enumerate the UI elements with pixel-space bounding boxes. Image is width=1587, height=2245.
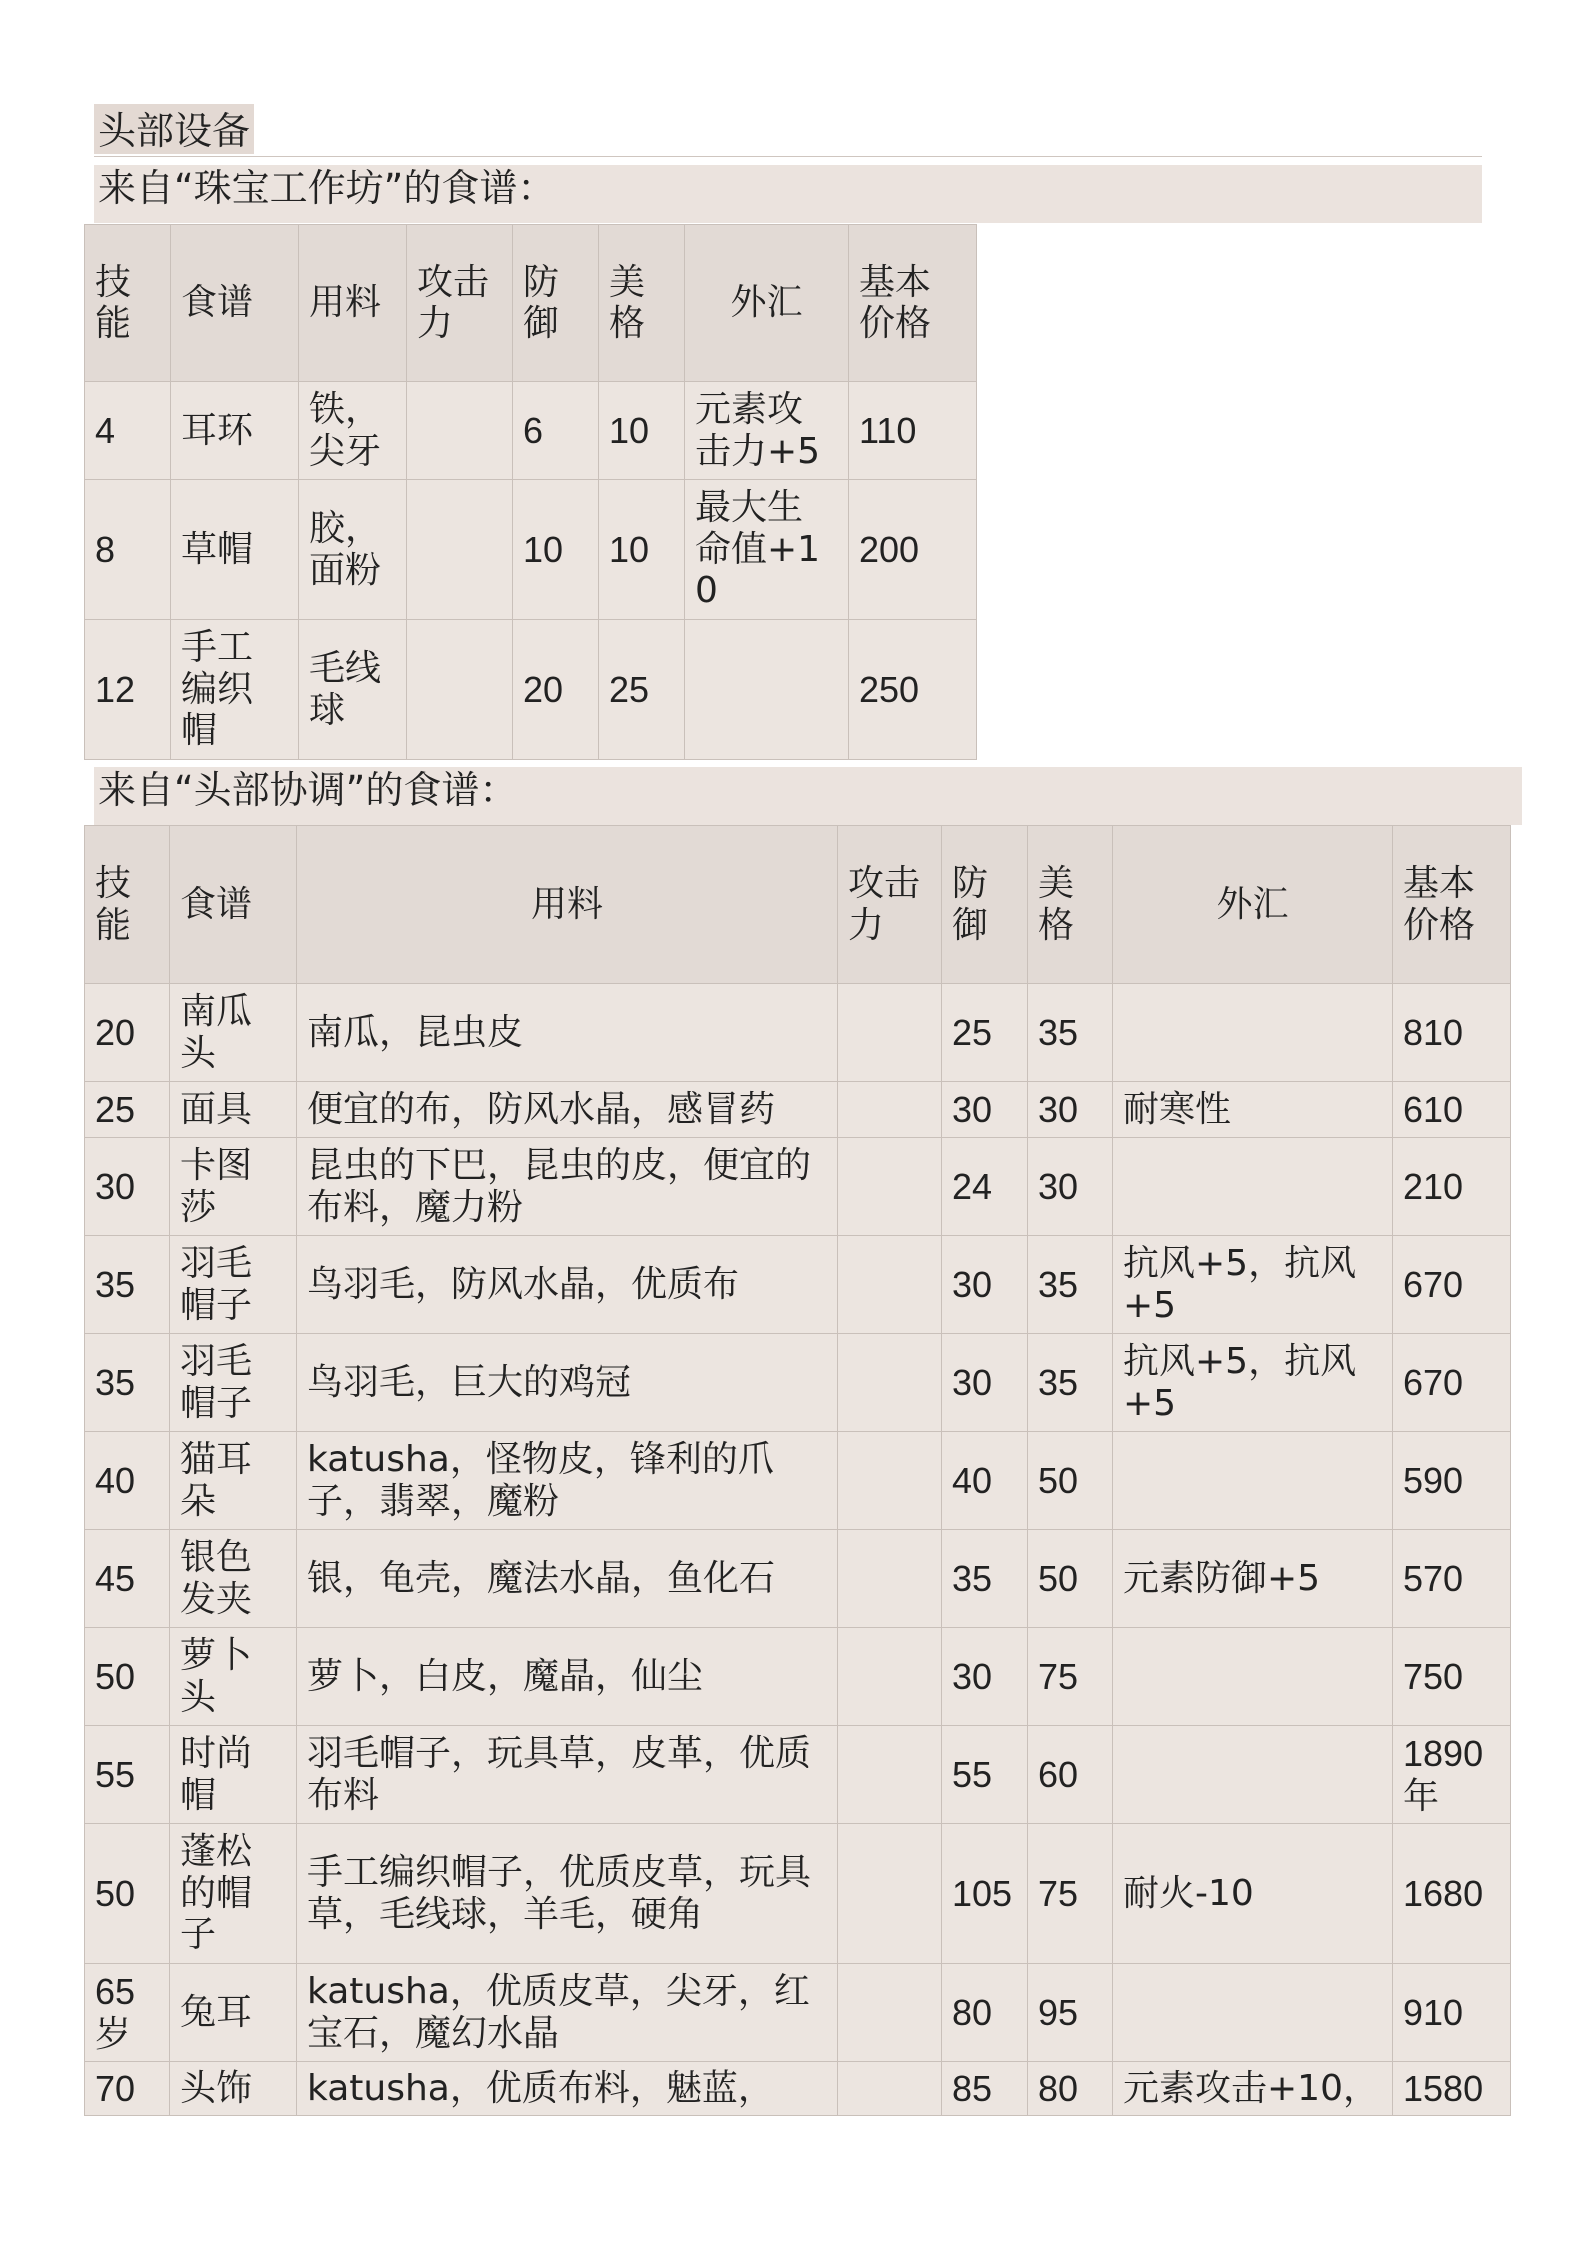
header-bonus: 外汇: [685, 225, 849, 382]
cell-materials: katusha，优质皮草，尖牙，红宝石，魔幻水晶: [297, 1964, 838, 2062]
cell-recipe: 耳环: [171, 382, 299, 480]
cell-attack: [407, 620, 513, 760]
cell-skill: 50: [85, 1628, 170, 1726]
cell-attack: [407, 480, 513, 620]
cell-skill: 8: [85, 480, 171, 620]
cell-price: 1890年: [1393, 1726, 1511, 1824]
cell-bonus: 元素攻击+10，: [1113, 2062, 1393, 2116]
cell-price: 670: [1393, 1236, 1511, 1334]
cell-recipe: 手工编织帽: [171, 620, 299, 760]
cell-defense: 80: [942, 1964, 1028, 2062]
cell-skill: 35: [85, 1334, 170, 1432]
cell-materials: 南瓜，昆虫皮: [297, 984, 838, 1082]
cell-defense: 105: [942, 1824, 1028, 1964]
cell-beauty: 30: [1028, 1082, 1113, 1138]
cell-beauty: 35: [1028, 984, 1113, 1082]
cell-materials: 昆虫的下巴，昆虫的皮，便宜的布料，魔力粉: [297, 1138, 838, 1236]
cell-beauty: 95: [1028, 1964, 1113, 2062]
cell-attack: [838, 1432, 942, 1530]
cell-materials: 鸟羽毛，巨大的鸡冠: [297, 1334, 838, 1432]
header-bonus: 外汇: [1113, 826, 1393, 984]
cell-beauty: 60: [1028, 1726, 1113, 1824]
cell-recipe: 面具: [170, 1082, 297, 1138]
cell-price: 610: [1393, 1082, 1511, 1138]
cell-beauty: 75: [1028, 1628, 1113, 1726]
cell-recipe: 羽毛帽子: [170, 1236, 297, 1334]
table-row: [85, 1726, 1511, 1824]
cell-bonus: 最大生命值+10: [685, 480, 849, 620]
cell-bonus: [1113, 1964, 1393, 2062]
header-materials: 用料: [299, 225, 407, 382]
cell-bonus: 元素防御+5: [1113, 1530, 1393, 1628]
cell-recipe: 南瓜头: [170, 984, 297, 1082]
table-row: [85, 1236, 1511, 1334]
cell-beauty: 50: [1028, 1530, 1113, 1628]
cell-recipe: 兔耳: [170, 1964, 297, 2062]
cell-beauty: 10: [599, 382, 685, 480]
cell-beauty: 35: [1028, 1334, 1113, 1432]
cell-price: 590: [1393, 1432, 1511, 1530]
table-row: [85, 984, 1511, 1082]
cell-defense: 85: [942, 2062, 1028, 2116]
cell-bonus: 抗风+5，抗风+5: [1113, 1334, 1393, 1432]
cell-defense: 10: [513, 480, 599, 620]
cell-defense: 30: [942, 1628, 1028, 1726]
cell-bonus: 抗风+5，抗风+5: [1113, 1236, 1393, 1334]
cell-bonus: [1113, 1726, 1393, 1824]
cell-skill: 4: [85, 382, 171, 480]
cell-materials: 铁，尖牙: [299, 382, 407, 480]
header-materials: 用料: [297, 826, 838, 984]
cell-attack: [838, 1334, 942, 1432]
cell-materials: 萝卜，白皮，魔晶，仙尘: [297, 1628, 838, 1726]
cell-bonus: 耐火-10: [1113, 1824, 1393, 1964]
cell-skill: 55: [85, 1726, 170, 1824]
cell-defense: 30: [942, 1082, 1028, 1138]
cell-price: 210: [1393, 1138, 1511, 1236]
header-beauty: 美格: [599, 225, 685, 382]
cell-skill: 25: [85, 1082, 170, 1138]
cell-attack: [838, 1824, 942, 1964]
table-row: [85, 1432, 1511, 1530]
cell-attack: [838, 1530, 942, 1628]
table-row: [85, 620, 977, 760]
cell-attack: [407, 382, 513, 480]
cell-bonus: [1113, 984, 1393, 1082]
cell-defense: 35: [942, 1530, 1028, 1628]
cell-bonus: [1113, 1432, 1393, 1530]
cell-recipe: 头饰: [170, 2062, 297, 2116]
header-skill: 技能: [85, 826, 170, 984]
cell-beauty: 10: [599, 480, 685, 620]
cell-skill: 35: [85, 1236, 170, 1334]
table-row: [85, 480, 977, 620]
cell-skill: 40: [85, 1432, 170, 1530]
cell-skill: 45: [85, 1530, 170, 1628]
cell-bonus: 耐寒性: [1113, 1082, 1393, 1138]
cell-beauty: 50: [1028, 1432, 1113, 1530]
section-title-jewelry: 来自“珠宝工作坊”的食谱：: [94, 165, 1482, 223]
jewelry-recipe-table: [84, 224, 977, 760]
header-price: 基本价格: [1393, 826, 1511, 984]
cell-attack: [838, 984, 942, 1082]
header-defense: 防御: [942, 826, 1028, 984]
table-row: [85, 1824, 1511, 1964]
header-defense: 防御: [513, 225, 599, 382]
cell-price: 1580: [1393, 2062, 1511, 2116]
cell-materials: 手工编织帽子，优质皮草，玩具草，毛线球，羊毛，硬角: [297, 1824, 838, 1964]
table-row: [85, 2062, 1511, 2116]
table-row: [85, 382, 977, 480]
header-beauty: 美格: [1028, 826, 1113, 984]
cell-attack: [838, 1082, 942, 1138]
cell-price: 570: [1393, 1530, 1511, 1628]
header-attack: 攻击力: [838, 826, 942, 984]
cell-attack: [838, 1628, 942, 1726]
cell-skill: 20: [85, 984, 170, 1082]
cell-materials: 胶，面粉: [299, 480, 407, 620]
cell-price: 810: [1393, 984, 1511, 1082]
cell-materials: katusha，怪物皮，锋利的爪子，翡翠，魔粉: [297, 1432, 838, 1530]
cell-price: 670: [1393, 1334, 1511, 1432]
page-title: 头部设备: [94, 108, 1482, 157]
table-row: [85, 1082, 1511, 1138]
header-attack: 攻击力: [407, 225, 513, 382]
cell-defense: 55: [942, 1726, 1028, 1824]
cell-recipe: 蓬松的帽子: [170, 1824, 297, 1964]
cell-attack: [838, 1138, 942, 1236]
cell-recipe: 卡图莎: [170, 1138, 297, 1236]
cell-recipe: 时尚帽: [170, 1726, 297, 1824]
cell-defense: 20: [513, 620, 599, 760]
cell-recipe: 草帽: [171, 480, 299, 620]
cell-price: 110: [849, 382, 977, 480]
cell-defense: 24: [942, 1138, 1028, 1236]
cell-recipe: 银色发夹: [170, 1530, 297, 1628]
cell-materials: katusha，优质布料，魅蓝，: [297, 2062, 838, 2116]
cell-skill: 50: [85, 1824, 170, 1964]
cell-defense: 25: [942, 984, 1028, 1082]
cell-materials: 便宜的布，防风水晶，感冒药: [297, 1082, 838, 1138]
cell-materials: 鸟羽毛，防风水晶，优质布: [297, 1236, 838, 1334]
table-header-row: [85, 225, 977, 382]
cell-attack: [838, 2062, 942, 2116]
cell-bonus: 元素攻击力+5: [685, 382, 849, 480]
cell-bonus: [1113, 1138, 1393, 1236]
cell-recipe: 羽毛帽子: [170, 1334, 297, 1432]
table-row: [85, 1334, 1511, 1432]
table-row: [85, 1628, 1511, 1726]
header-recipe: 食谱: [170, 826, 297, 984]
table-header-row: [85, 826, 1511, 984]
header-recipe: 食谱: [171, 225, 299, 382]
cell-attack: [838, 1726, 942, 1824]
header-price: 基本价格: [849, 225, 977, 382]
cell-beauty: 25: [599, 620, 685, 760]
cell-skill: 65岁: [85, 1964, 170, 2062]
cell-defense: 30: [942, 1236, 1028, 1334]
head-recipe-table: [84, 825, 1511, 2116]
cell-attack: [838, 1236, 942, 1334]
header-skill: 技能: [85, 225, 171, 382]
cell-beauty: 80: [1028, 2062, 1113, 2116]
section-title-head: 来自“头部协调”的食谱：: [94, 767, 1522, 825]
cell-skill: 12: [85, 620, 171, 760]
cell-attack: [838, 1964, 942, 2062]
cell-skill: 70: [85, 2062, 170, 2116]
table-row: [85, 1530, 1511, 1628]
cell-recipe: 猫耳朵: [170, 1432, 297, 1530]
table-row: [85, 1138, 1511, 1236]
cell-price: 200: [849, 480, 977, 620]
cell-price: 1680: [1393, 1824, 1511, 1964]
cell-bonus: [1113, 1628, 1393, 1726]
cell-recipe: 萝卜头: [170, 1628, 297, 1726]
cell-beauty: 75: [1028, 1824, 1113, 1964]
table-row: [85, 1964, 1511, 2062]
cell-materials: 毛线球: [299, 620, 407, 760]
cell-price: 750: [1393, 1628, 1511, 1726]
cell-bonus: [685, 620, 849, 760]
cell-defense: 30: [942, 1334, 1028, 1432]
cell-skill: 30: [85, 1138, 170, 1236]
cell-price: 910: [1393, 1964, 1511, 2062]
cell-defense: 40: [942, 1432, 1028, 1530]
cell-beauty: 30: [1028, 1138, 1113, 1236]
cell-defense: 6: [513, 382, 599, 480]
cell-materials: 羽毛帽子，玩具草，皮革，优质布料: [297, 1726, 838, 1824]
cell-beauty: 35: [1028, 1236, 1113, 1334]
cell-price: 250: [849, 620, 977, 760]
cell-materials: 银，龟壳，魔法水晶，鱼化石: [297, 1530, 838, 1628]
